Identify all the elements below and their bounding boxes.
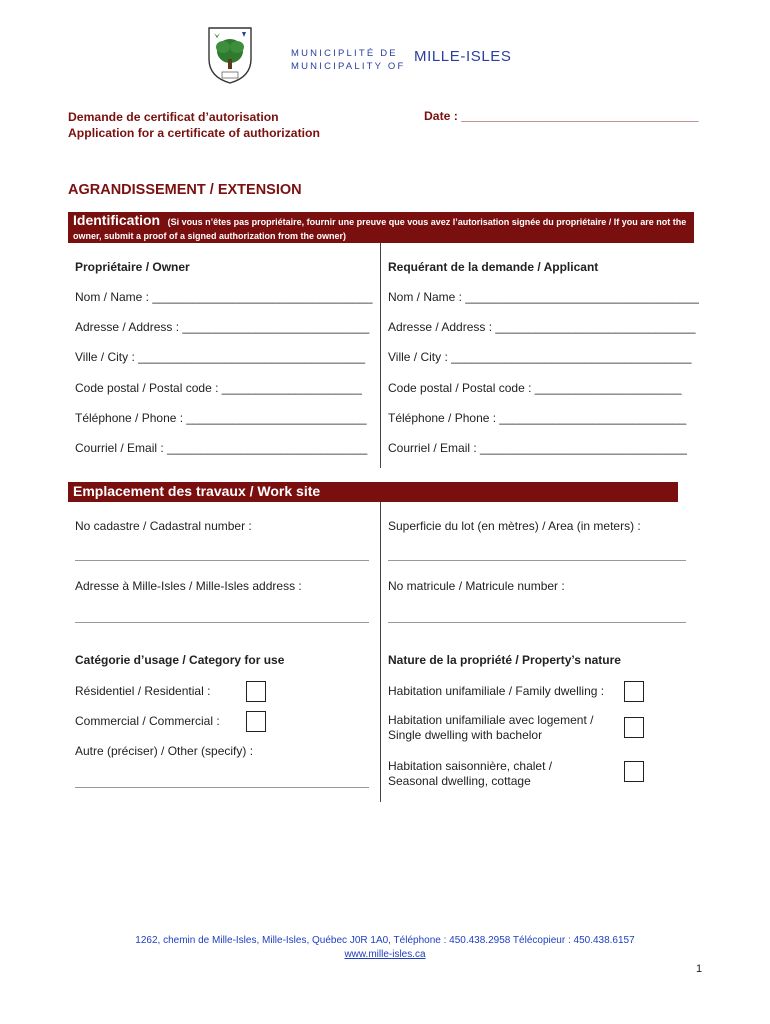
commercial-label: Commercial / Commercial : [75, 714, 220, 728]
applicant-address-field[interactable]: Adresse / Address : ______________________________ [388, 320, 696, 334]
seasonal-dwelling-label: Habitation saisonnière, chalet / Seasonal dwelling, cottage [388, 759, 553, 788]
municipality-name: MILLE-ISLES [414, 48, 512, 65]
applicant-postal-field[interactable]: Code postal / Postal code : ______________________ [388, 381, 682, 395]
page-number: 1 [696, 963, 703, 975]
bachelor-dwelling-label: Habitation unifamiliale avec logement / Single dwelling with bachelor [388, 713, 594, 742]
other-input-line[interactable] [75, 787, 369, 788]
applicant-email-field[interactable]: Courriel / Email : _______________________________ [388, 441, 687, 455]
owner-city-field[interactable]: Ville / City : __________________________________ [75, 350, 366, 364]
bachelor-dwelling-checkbox[interactable] [624, 717, 644, 738]
owner-address-field[interactable]: Adresse / Address : ____________________________ [75, 320, 370, 334]
cadastre-input-line[interactable] [75, 560, 369, 561]
request-title-en: Application for a certificate of authorization [68, 126, 320, 140]
owner-postal-field[interactable]: Code postal / Postal code : _____________________ [75, 381, 362, 395]
owner-email-field[interactable]: Courriel / Email : ______________________________ [75, 441, 368, 455]
family-dwelling-checkbox[interactable] [624, 681, 644, 702]
property-header: Nature de la propriété / Property’s nature [388, 653, 621, 667]
identification-note: (Si vous n’êtes pas propriétaire, fournir une preuve que vous avez l’autorisation signée du propriétaire / If you are not the owner, submit a proof of a signed authorization from the owner) [73, 217, 687, 241]
address-input-line[interactable] [75, 622, 369, 623]
footer [0, 934, 770, 962]
seasonal-dwelling-checkbox[interactable] [624, 761, 644, 782]
category-header: Catégorie d’usage / Category for use [75, 653, 285, 667]
column-divider [380, 243, 381, 468]
identification-title: Identification [73, 212, 161, 228]
cadastre-label: No cadastre / Cadastral number : [75, 519, 252, 533]
residential-checkbox[interactable] [246, 681, 266, 702]
section-title: AGRANDISSEMENT / EXTENSION [68, 182, 302, 198]
identification-banner [68, 212, 694, 243]
applicant-city-field[interactable]: Ville / City : ____________________________________ [388, 350, 692, 364]
owner-name-field[interactable]: Nom / Name : _________________________________ [75, 290, 373, 304]
municipality-label-en: MUNICIPALITY OF [291, 61, 406, 72]
request-title [68, 109, 320, 141]
footer-address: 1262, chemin de Mille-Isles, Mille-Isles, Québec J0R 1A0, Téléphone : 450.438.2958 Télécopieur : 450.438.6157 [135, 935, 635, 946]
residential-label: Résidentiel / Residential : [75, 684, 211, 698]
applicant-header: Requérant de la demande / Applicant [388, 260, 599, 274]
family-dwelling-label: Habitation unifamiliale / Family dwelling : [388, 684, 605, 698]
address-label: Adresse à Mille-Isles / Mille-Isles address : [75, 579, 302, 593]
matricule-input-line[interactable] [388, 622, 686, 623]
footer-website-link[interactable]: www.mille-isles.ca [344, 949, 426, 960]
matricule-label: No matricule / Matricule number : [388, 579, 565, 593]
municipality-crest-logo [206, 25, 254, 85]
work-site-banner [68, 482, 678, 502]
applicant-phone-field[interactable]: Téléphone / Phone : ____________________________ [388, 411, 687, 425]
applicant-name-field[interactable]: Nom / Name : ___________________________________ [388, 290, 699, 304]
commercial-checkbox[interactable] [246, 711, 266, 732]
other-label: Autre (préciser) / Other (specify) : [75, 744, 254, 758]
area-input-line[interactable] [388, 560, 686, 561]
identification-heading [73, 213, 688, 243]
municipality-label-fr: MUNICIPLITÉ DE [291, 48, 398, 59]
municipality-label [291, 47, 405, 73]
work-site-divider [380, 502, 381, 802]
owner-phone-field[interactable]: Téléphone / Phone : ___________________________ [75, 411, 367, 425]
area-label: Superficie du lot (en mètres) / Area (in meters) : [388, 519, 641, 533]
request-title-fr: Demande de certificat d’autorisation [68, 110, 279, 124]
work-site-title: Emplacement des travaux / Work site [73, 483, 321, 499]
date-field[interactable]: Date : ___________________________________ [424, 109, 699, 123]
owner-header: Propriétaire / Owner [75, 260, 190, 274]
